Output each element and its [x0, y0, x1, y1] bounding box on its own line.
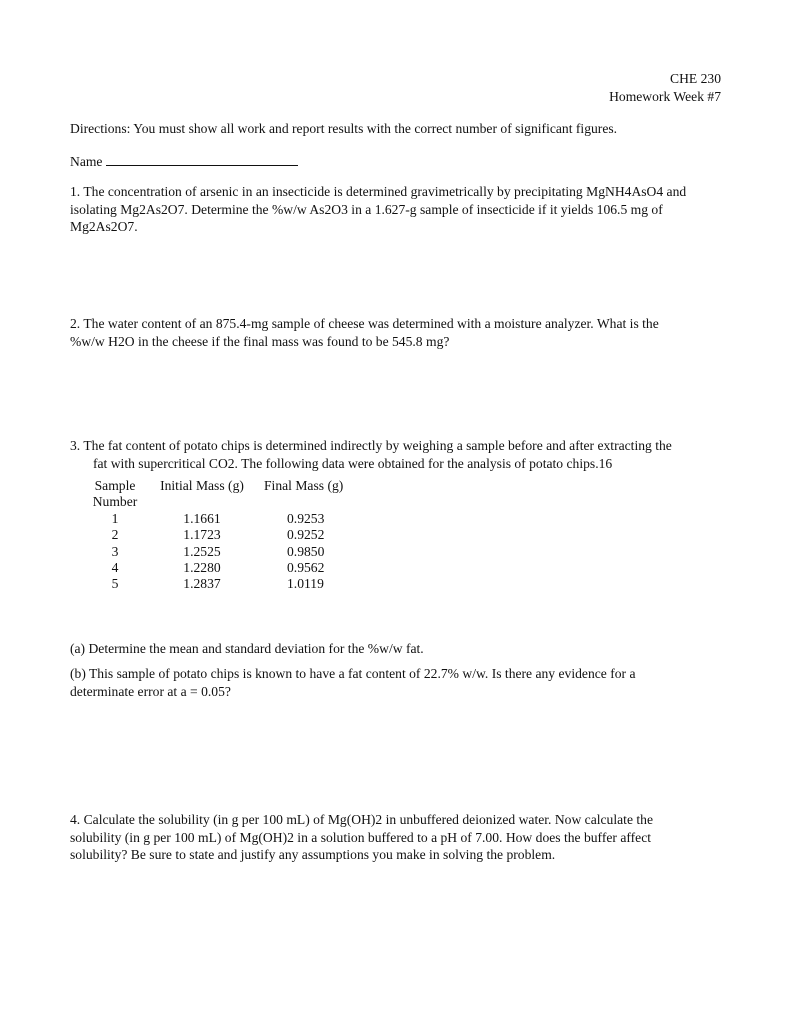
- q1-line-3: Mg2As2O7.: [70, 219, 138, 234]
- sample-number-cell: 5: [111, 576, 119, 592]
- table-row: [86, 511, 397, 527]
- initial-mass-cell: 1.1661: [183, 510, 221, 526]
- q3-part-b-line-1: (b) This sample of potato chips is known to have a fat content of 22.7% w/w. Is there any evidence for a: [70, 666, 636, 681]
- name-label: Name: [70, 154, 103, 169]
- final-mass-cell: 0.9850: [287, 543, 325, 559]
- table-row: [86, 544, 397, 560]
- question-3: [70, 437, 725, 472]
- initial-mass-cell: 1.2837: [183, 576, 221, 592]
- sample-number-cell: 4: [111, 560, 119, 576]
- question-3-part-a: [70, 640, 725, 658]
- q4-line-1: 4. Calculate the solubility (in g per 100 mL) of Mg(OH)2 in unbuffered deionized water. Now calculate the: [70, 812, 653, 827]
- directions: Directions: You must show all work and report results with the correct number of significant figures.: [70, 121, 618, 136]
- sample-number-cell: 3: [111, 543, 119, 559]
- q1-line-2: isolating Mg2As2O7. Determine the %w/w As2O3 in a 1.627-g sample of insecticide if it yields 106.5 mg of: [70, 201, 663, 217]
- q4-line-2: solubility (in g per 100 mL) of Mg(OH)2 in a solution buffered to a pH of 7.00. How does the buffer affect: [70, 829, 652, 845]
- initial-mass-cell: 1.1723: [183, 527, 221, 543]
- q3-line-1: 3. The fat content of potato chips is determined indirectly by weighing a sample before and after extracting the: [70, 438, 672, 453]
- header-final-mass: Final Mass (g): [264, 478, 344, 493]
- header-sample-line2: Number: [92, 494, 138, 510]
- final-mass-cell: 0.9562: [287, 560, 325, 576]
- potato-chip-data-table: [86, 478, 397, 593]
- table-row: [86, 560, 397, 576]
- assignment-title: Homework Week #7: [609, 88, 721, 104]
- header-sample-line1: Sample: [94, 478, 136, 493]
- header-initial-mass: Initial Mass (g): [160, 478, 244, 493]
- final-mass-cell: 0.9253: [287, 510, 325, 526]
- question-1: [70, 183, 725, 236]
- question-2: [70, 315, 725, 350]
- final-mass-cell: 1.0119: [287, 576, 324, 592]
- q2-line-1: 2. The water content of an 875.4-mg sample of cheese was determined with a moisture analyzer. What is the: [70, 316, 659, 331]
- sample-number-cell: 2: [111, 527, 119, 543]
- q2-line-2: %w/w H2O in the cheese if the final mass was found to be 545.8 mg?: [70, 333, 450, 349]
- name-blank-line: [106, 152, 298, 166]
- q3-part-b-line-2: determinate error at a = 0.05?: [70, 683, 231, 699]
- question-4: [70, 811, 725, 864]
- q1-line-1: 1. The concentration of arsenic in an insecticide is determined gravimetrically by precipitating MgNH4AsO4 and: [70, 184, 687, 199]
- table-row: [86, 527, 397, 543]
- header-sample-number: [86, 478, 144, 511]
- q3-part-a: (a) Determine the mean and standard deviation for the %w/w fat.: [70, 641, 424, 656]
- initial-mass-cell: 1.2525: [183, 543, 221, 559]
- q3-line-2: fat with supercritical CO2. The following data were obtained for the analysis of potato chips.16: [93, 455, 613, 471]
- page-header: [609, 70, 721, 105]
- table-row: [86, 576, 397, 592]
- question-3-part-b: [70, 665, 725, 700]
- table-header-row: [86, 478, 397, 511]
- course-code: CHE 230: [670, 71, 721, 86]
- initial-mass-cell: 1.2280: [183, 560, 221, 576]
- final-mass-cell: 0.9252: [287, 527, 325, 543]
- name-field: [70, 152, 725, 171]
- q4-line-3: solubility? Be sure to state and justify any assumptions you make in solving the problem.: [70, 847, 556, 862]
- sample-number-cell: 1: [111, 510, 119, 526]
